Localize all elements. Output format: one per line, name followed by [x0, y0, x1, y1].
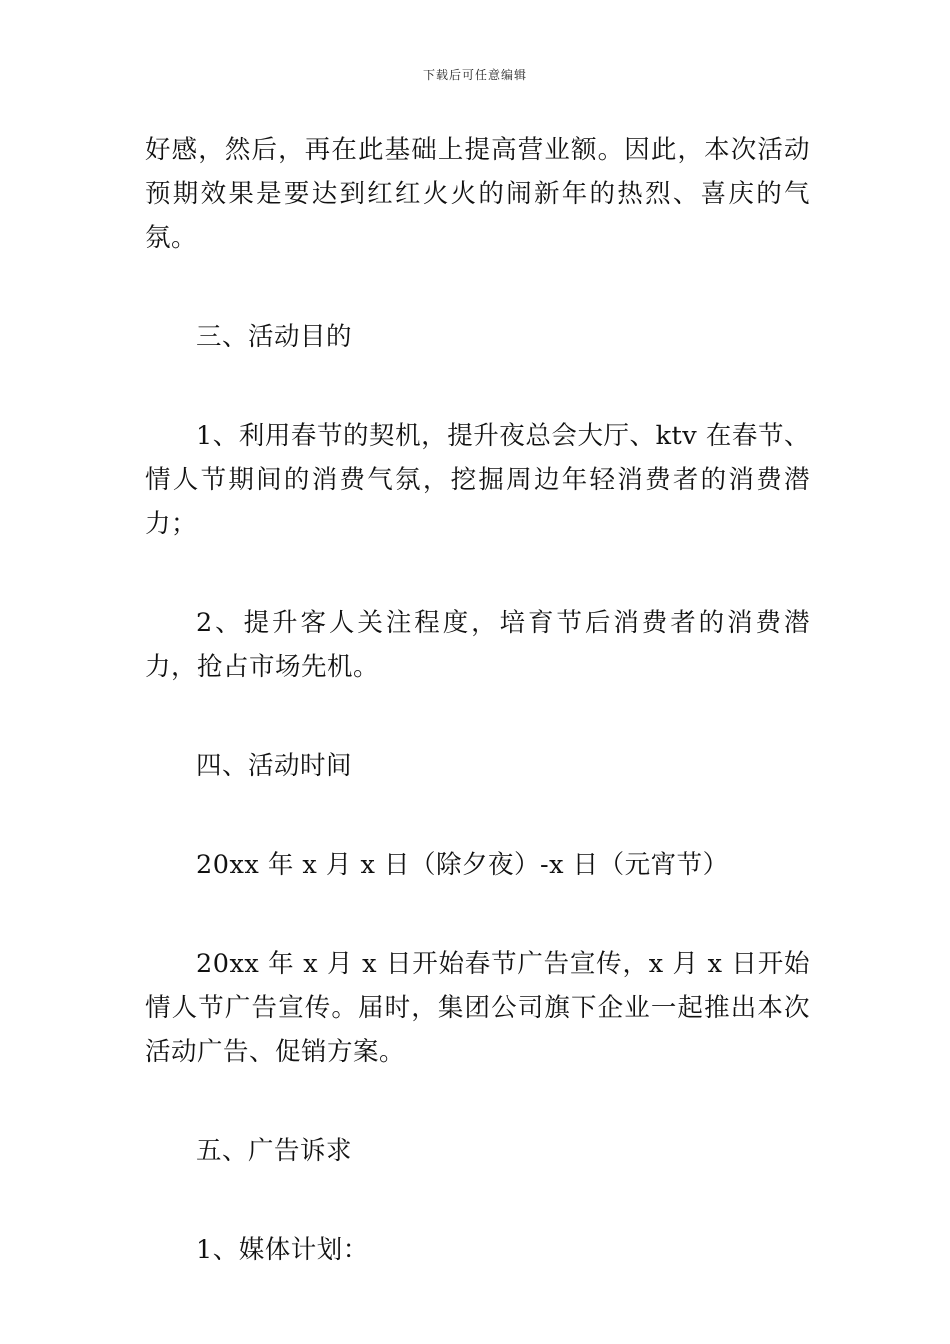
paragraph-continuation: 好感，然后，再在此基础上提高营业额。因此，本次活动预期效果是要达到红红火火的闹新年的热烈、喜庆的气氛。 — [145, 135, 810, 253]
page-header: 下载后可任意编辑 — [422, 68, 527, 82]
document-body — [145, 128, 810, 1272]
section-heading-5: 五、广告诉求 — [196, 1136, 353, 1166]
section-heading-3: 三、活动目的 — [196, 322, 353, 352]
paragraph-goal-2: 2、提升客人关注程度，培育节后消费者的消费潜力，抢占市场先机。 — [145, 608, 810, 682]
section-heading-4: 四、活动时间 — [196, 751, 353, 781]
paragraph-media-plan: 1、媒体计划： — [196, 1235, 369, 1265]
paragraph-goal-1: 1、利用春节的契机，提升夜总会大厅、ktv 在春节、情人节期间的消费气氛，挖掘周边年轻消费者的消费潜力； — [145, 421, 810, 539]
paragraph-ad-schedule: 20xx 年 x 月 x 日开始春节广告宣传，x 月 x 日开始情人节广告宣传。届时，集团公司旗下企业一起推出本次活动广告、促销方案。 — [145, 949, 810, 1067]
paragraph-time-range: 20xx 年 x 月 x 日（除夕夜）-x 日（元宵节） — [196, 850, 729, 880]
